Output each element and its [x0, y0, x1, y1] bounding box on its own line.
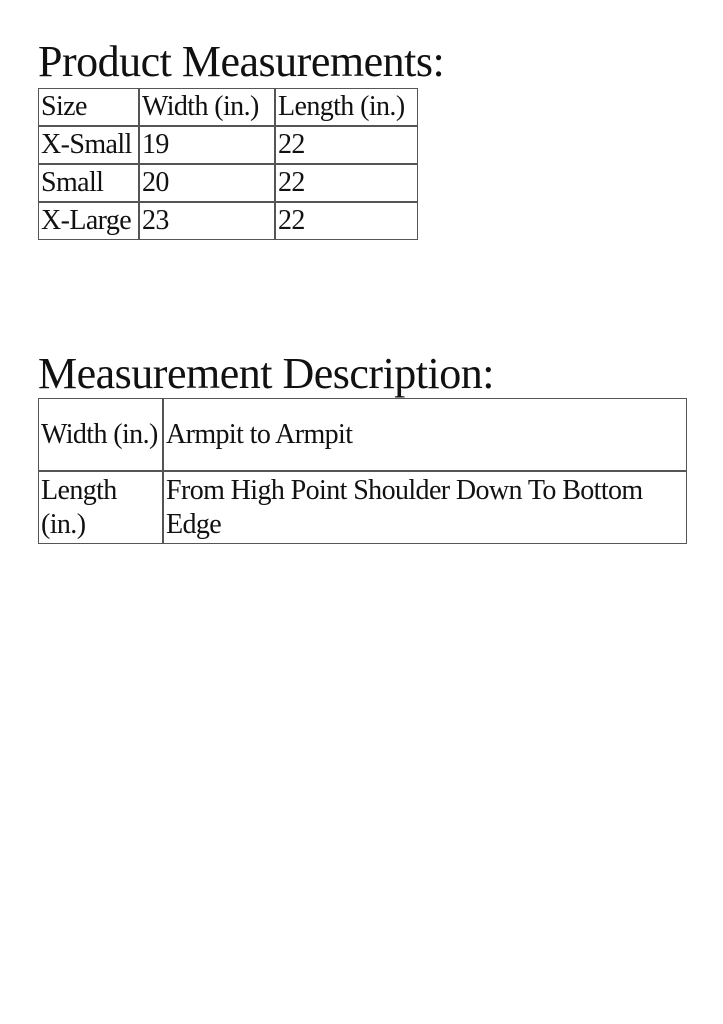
column-header-width: Width (in.) — [139, 88, 275, 126]
description-heading: Measurement Description: — [38, 349, 494, 398]
column-header-size: Size — [38, 88, 139, 126]
measure-name-cell: Length (in.) — [38, 471, 163, 544]
width-cell: 19 — [139, 126, 275, 164]
table-row — [38, 471, 687, 544]
table-row — [38, 202, 418, 240]
length-cell: 22 — [275, 202, 418, 240]
size-cell: X-Large — [38, 202, 139, 240]
length-cell: 22 — [275, 164, 418, 202]
table-row — [38, 126, 418, 164]
column-header-length: Length (in.) — [275, 88, 418, 126]
width-cell: 20 — [139, 164, 275, 202]
measure-description-cell: From High Point Shoulder Down To Bottom Edge — [163, 471, 687, 544]
measure-name-cell: Width (in.) — [38, 398, 163, 471]
measure-description-cell: Armpit to Armpit — [163, 398, 687, 471]
size-cell: Small — [38, 164, 139, 202]
width-cell: 23 — [139, 202, 275, 240]
length-cell: 22 — [275, 126, 418, 164]
size-cell: X-Small — [38, 126, 139, 164]
measurements-heading: Product Measurements: — [38, 37, 445, 86]
measurements-table — [38, 88, 418, 240]
description-table — [38, 398, 687, 544]
table-row — [38, 164, 418, 202]
table-row — [38, 398, 687, 471]
table-header-row — [38, 88, 418, 126]
